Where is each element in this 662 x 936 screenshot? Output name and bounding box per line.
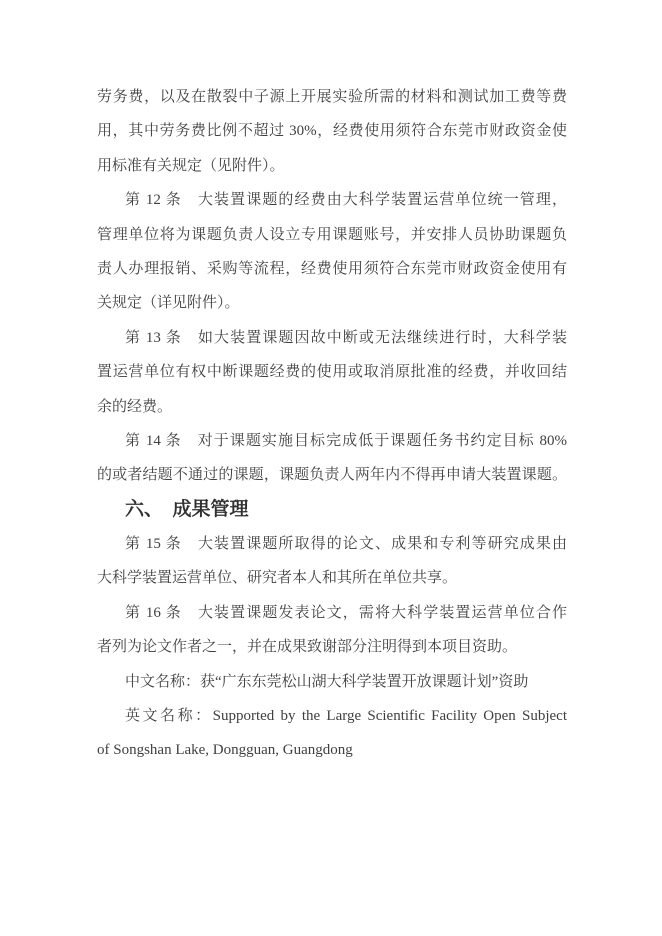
document-line: 劳务费，以及在散裂中子源上开展实验所需的材料和测试加工费等费	[97, 89, 567, 105]
document-line: 的或者结题不通过的课题，课题负责人两年内不得再申请大装置课题。	[97, 467, 567, 484]
document-line: 中文名称：获“广东东莞松山湖大科学装置开放课题计划”资助	[125, 673, 529, 690]
document-line: 第 13 条 如大装置课题因故中断或无法继续进行时，大科学装	[125, 329, 567, 346]
document-line: of Songshan Lake, Dongguan, Guangdong	[97, 742, 353, 759]
section-heading: 六、 成果管理	[125, 498, 249, 520]
document-line: 大科学装置运营单位、研究者本人和其所在单位共享。	[97, 570, 458, 587]
document-line: 第 16 条 大装置课题发表论文，需将大科学装置运营单位合作	[125, 604, 567, 621]
document-line: 第 14 条 对于课题实施目标完成低于课题任务书约定目标 80%	[125, 432, 567, 449]
document-line: 关规定（详见附件）。	[97, 295, 240, 312]
document-line: 第 12 条 大装置课题的经费由大科学装置运营单位统一管理，	[125, 192, 567, 209]
document-line: 者列为论文作者之一，并在成果致谢部分注明得到本项目资助。	[97, 639, 518, 656]
document-line: 责人办理报销、采购等流程，经费使用须符合东莞市财政资金使用有	[97, 260, 567, 277]
document-body	[97, 80, 567, 768]
document-line: 英文名称：Supported by the Large Scientific Facility Open Subject	[125, 708, 567, 725]
document-line: 管理单位将为课题负责人设立专用课题账号，并安排人员协助课题负	[97, 226, 567, 243]
document-line: 用，其中劳务费比例不超过 30%，经费使用须符合东莞市财政资金使	[97, 123, 567, 140]
document-line: 余的经费。	[97, 398, 173, 415]
document-line: 第 15 条 大装置课题所取得的论文、成果和专利等研究成果由	[125, 536, 567, 553]
document-line: 置运营单位有权中断课题经费的使用或取消原批准的经费，并收回结	[97, 364, 567, 381]
document-line: 用标准有关规定（见附件）。	[97, 157, 285, 174]
